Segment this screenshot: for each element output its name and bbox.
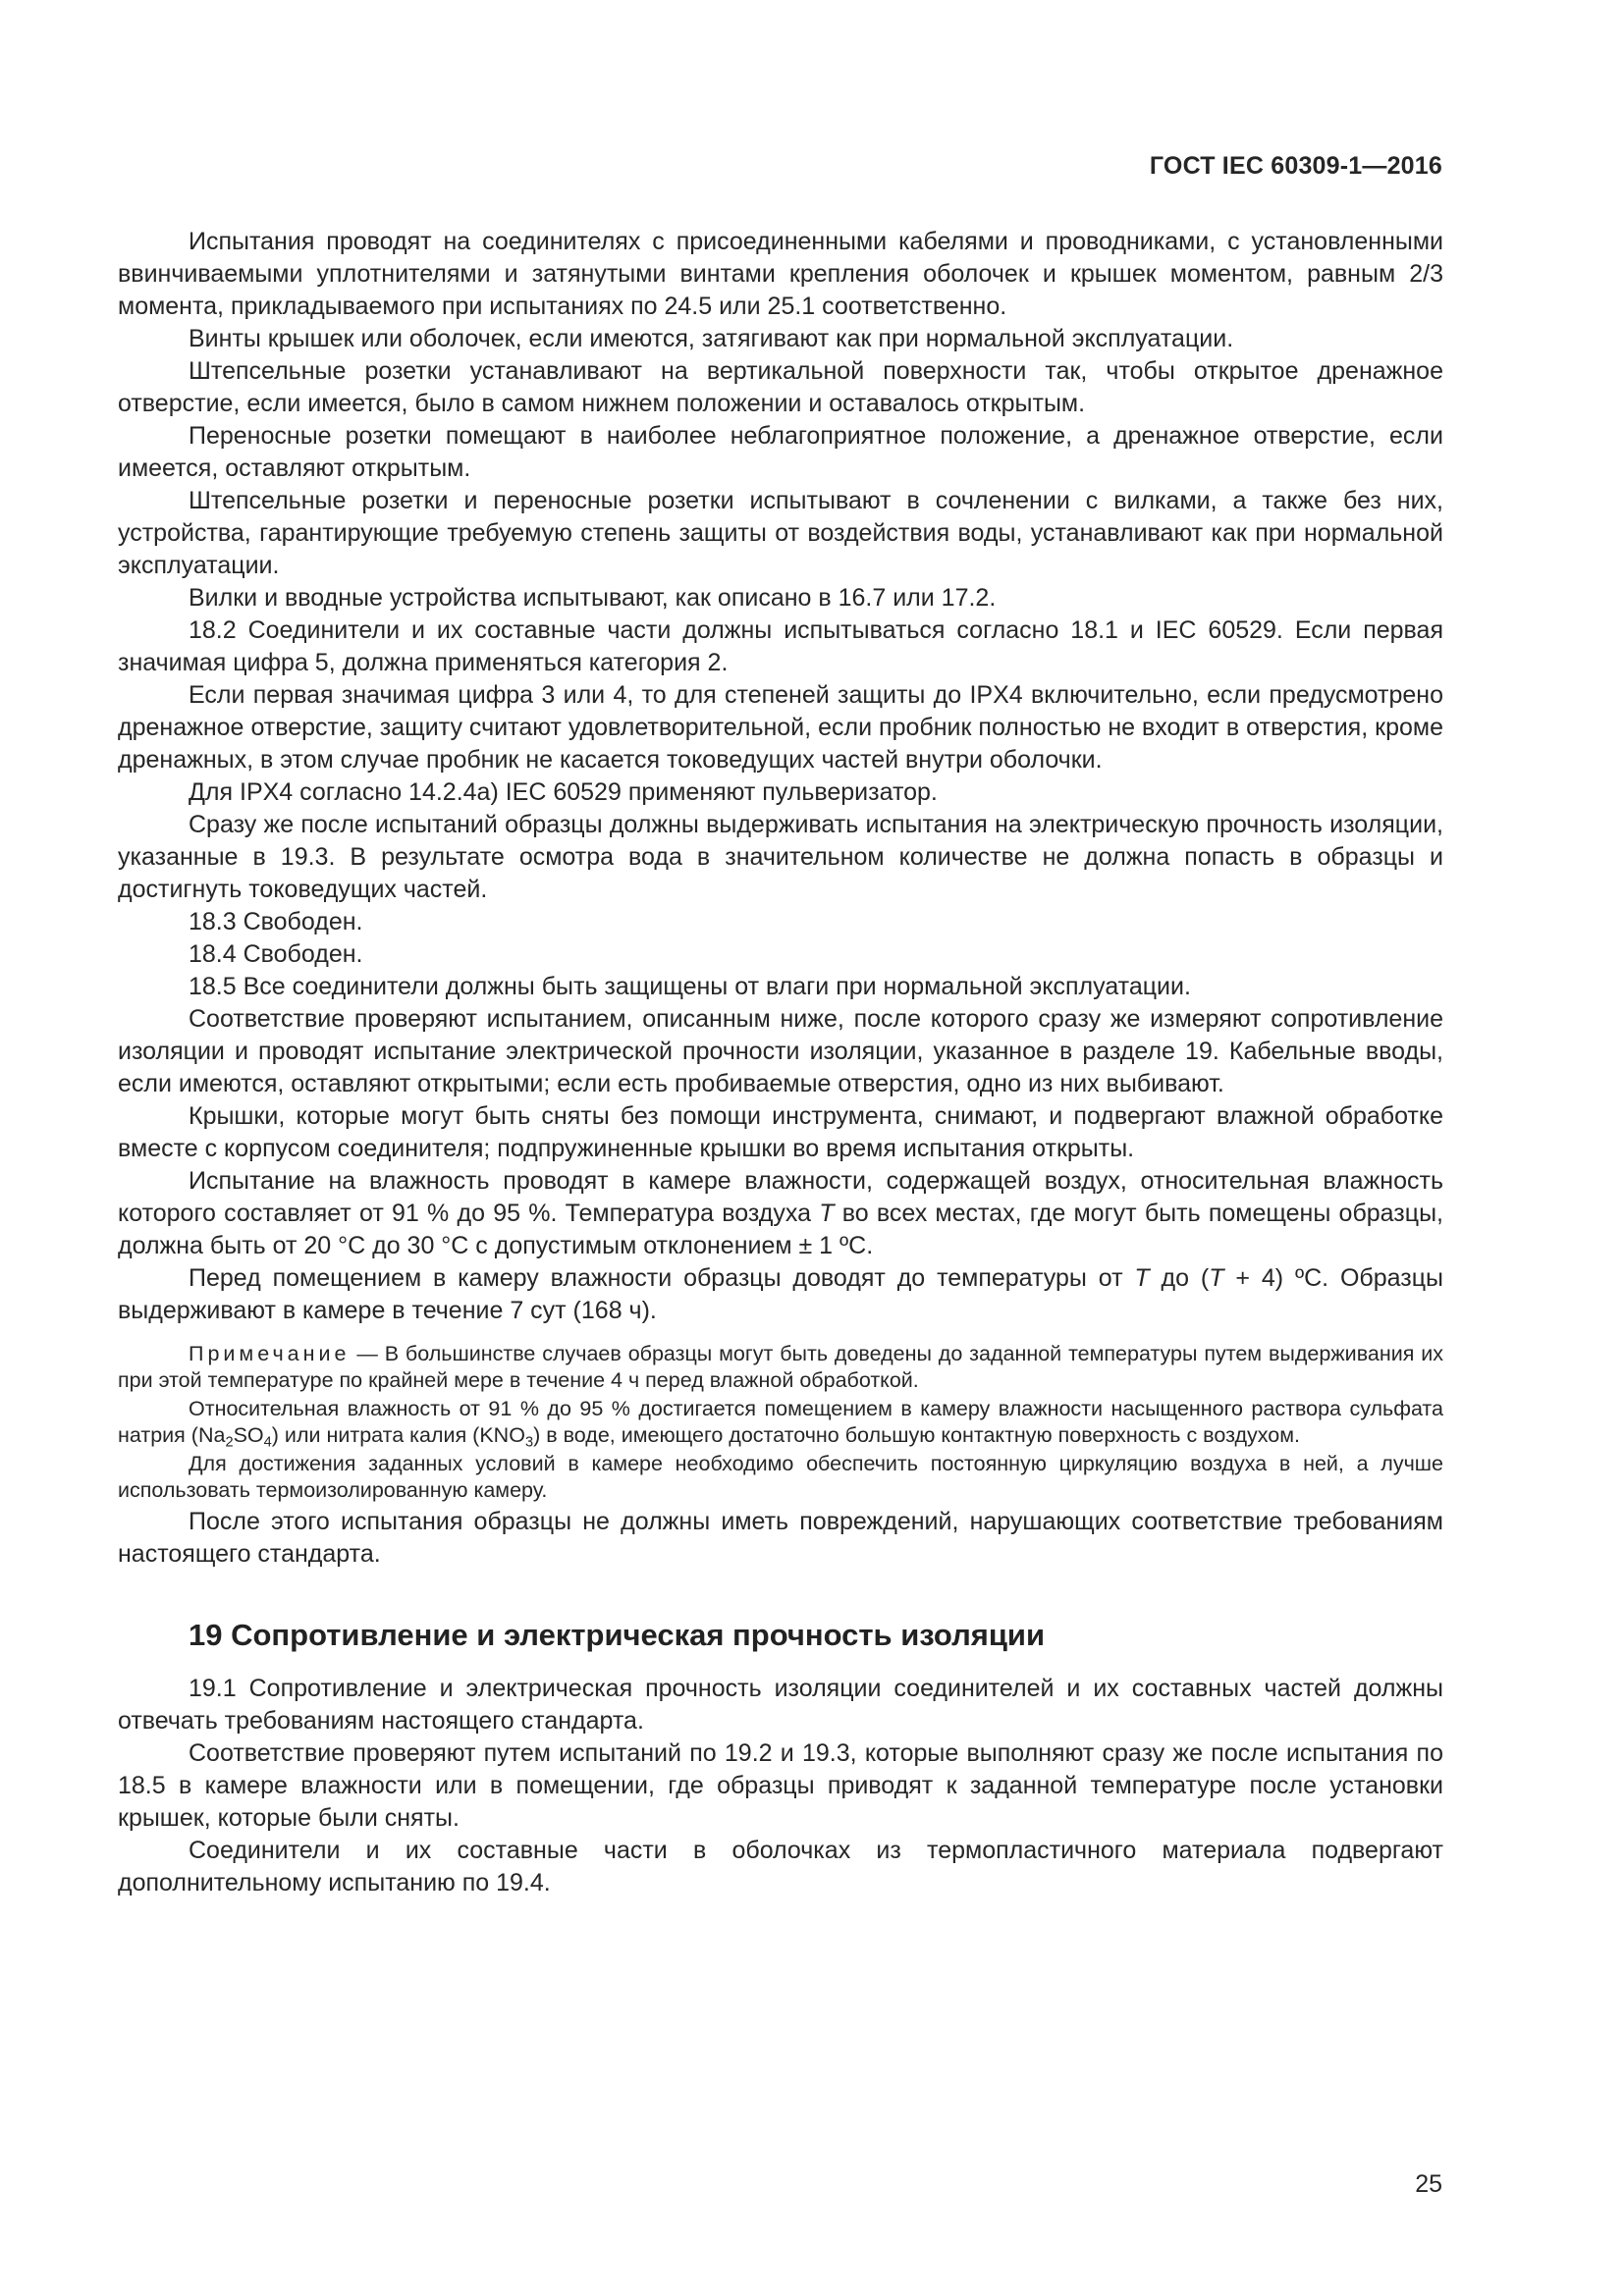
paragraph: Испытания проводят на соединителях с присоединенными кабелями и проводниками, с установленными ввинчиваемыми уплотнителями и затянутыми винтами крепления оболочек и крышек моментом, равным 2/3 момента, прикладываемого при испытаниях по 24.5 или 25.1 соответственно. (118, 228, 1443, 320)
paragraph: Винты крышек или оболочек, если имеются, затягивают как при нормальной эксплуатации. (189, 325, 1234, 352)
paragraph: Штепсельные розетки устанавливают на вертикальной поверхности так, чтобы открытое дренажное отверстие, если имеется, было в самом нижнем положении и оставалось открытым. (118, 357, 1443, 417)
paragraph: Переносные розетки помещают в наиболее неблагоприятное положение, а дренажное отверстие, если имеется, оставляют открытым. (118, 422, 1443, 482)
clause-18-5: 18.5 Все соединители должны быть защищены от влаги при нормальной эксплуатации. (189, 973, 1191, 1000)
document-header: ГОСТ IEC 60309-1—2016 (1149, 152, 1442, 180)
paragraph: Для IPX4 согласно 14.2.4а) IEC 60529 применяют пульверизатор. (189, 778, 938, 806)
page-number: 25 (1415, 2170, 1442, 2198)
humidity-paragraph-1: Испытание на влажность проводят в камере влажности, содержащей воздух, относительная влажность которого составляет от 91 % до 95 %. Температура воздуха T во всех местах, где могут быть помещены образцы, должна быть от 20 °C до 30 °C с допустимым отклонением ± 1 ºС. (118, 1167, 1444, 1259)
clause-18-2: 18.2 Соединители и их составные части должны испытываться согласно 18.1 и IEC 60529. Если первая значимая цифра 5, должна применяться категория 2. (118, 616, 1443, 676)
clause-18-3: 18.3 Свободен. (189, 908, 363, 935)
paragraph: Соединители и их составные части в оболочках из термопластичного материала подвергают дополнительному испытанию по 19.4. (118, 1837, 1443, 1896)
note-1: Примечание — В большинстве случаев образцы могут быть доведены до заданной температуры путем выдерживания их при этой температуре по крайней мере в течение 4 ч перед влажной обработкой. (118, 1342, 1443, 1392)
paragraph: Вилки и вводные устройства испытывают, как описано в 16.7 или 17.2. (189, 584, 997, 612)
document-body (118, 226, 1443, 1899)
note-3: Для достижения заданных условий в камере необходимо обеспечить постоянную циркуляцию воздуха в ней, а лучше использовать термоизолированную камеру. (118, 1452, 1443, 1502)
section-heading: 19 Сопротивление и электрическая прочность изоляции (189, 1618, 1046, 1652)
note-label: Примечание (189, 1342, 351, 1365)
clause-18-4: 18.4 Свободен. (189, 940, 363, 968)
note-block (118, 1341, 1443, 1503)
clause-19-1: 19.1 Сопротивление и электрическая прочность изоляции соединителей и их составных частей должны отвечать требованиям настоящего стандарта. (118, 1675, 1443, 1735)
paragraph: После этого испытания образцы не должны иметь повреждений, нарушающих соответствие требованиям настоящего стандарта. (118, 1508, 1443, 1568)
paragraph: Соответствие проверяют путем испытаний по 19.2 и 19.3, которые выполняют сразу же после испытания по 18.5 в камере влажности или в помещении, где образцы приводят к заданной температуре после установки крышек, которые были сняты. (118, 1739, 1443, 1832)
paragraph: Сразу же после испытаний образцы должны выдерживать испытания на электрическую прочность изоляции, указанные в 19.3. В результате осмотра вода в значительном количестве не должна попасть в образцы и достигнуть токоведущих частей. (118, 811, 1443, 903)
paragraph: Штепсельные розетки и переносные розетки испытывают в сочленении с вилками, а также без них, устройства, гарантирующие требуемую степень защиты от воздействия воды, устанавливают как при нормальной эксплуатации. (118, 487, 1443, 579)
paragraph: Крышки, которые могут быть сняты без помощи инструмента, снимают, и подвергают влажной обработке вместе с корпусом соединителя; подпружиненные крышки во время испытания открыты. (118, 1102, 1443, 1162)
note-2: Относительная влажность от 91 % до 95 % достигается помещением в камеру влажности насыщенного раствора сульфата натрия $(Na_2SO_4)$ или нитрата калия $(KNO_3)$ в воде, имеющего достаточно большую контактную поверхность с воздухом. (118, 1397, 1443, 1450)
paragraph: Соответствие проверяют испытанием, описанным ниже, после которого сразу же измеряют сопротивление изоляции и проводят испытание электрической прочности изоляции, указанное в разделе 19. Кабельные вводы, если имеются, оставляют открытыми; если есть пробиваемые отверстия, одно из них выбивают. (118, 1005, 1443, 1097)
humidity-paragraph-2: Перед помещением в камеру влажности образцы доводят до температуры от T до (T + 4) ºС. Образцы выдерживают в камере в течение 7 сут (168 ч). (118, 1264, 1443, 1324)
paragraph: Если первая значимая цифра 3 или 4, то для степеней защиты до IPX4 включительно, если предусмотрено дренажное отверстие, защиту считают удовлетворительной, если пробник полностью не входит в отверстия, кроме дренажных, в этом случае пробник не касается токоведущих частей внутри оболочки. (118, 681, 1443, 774)
